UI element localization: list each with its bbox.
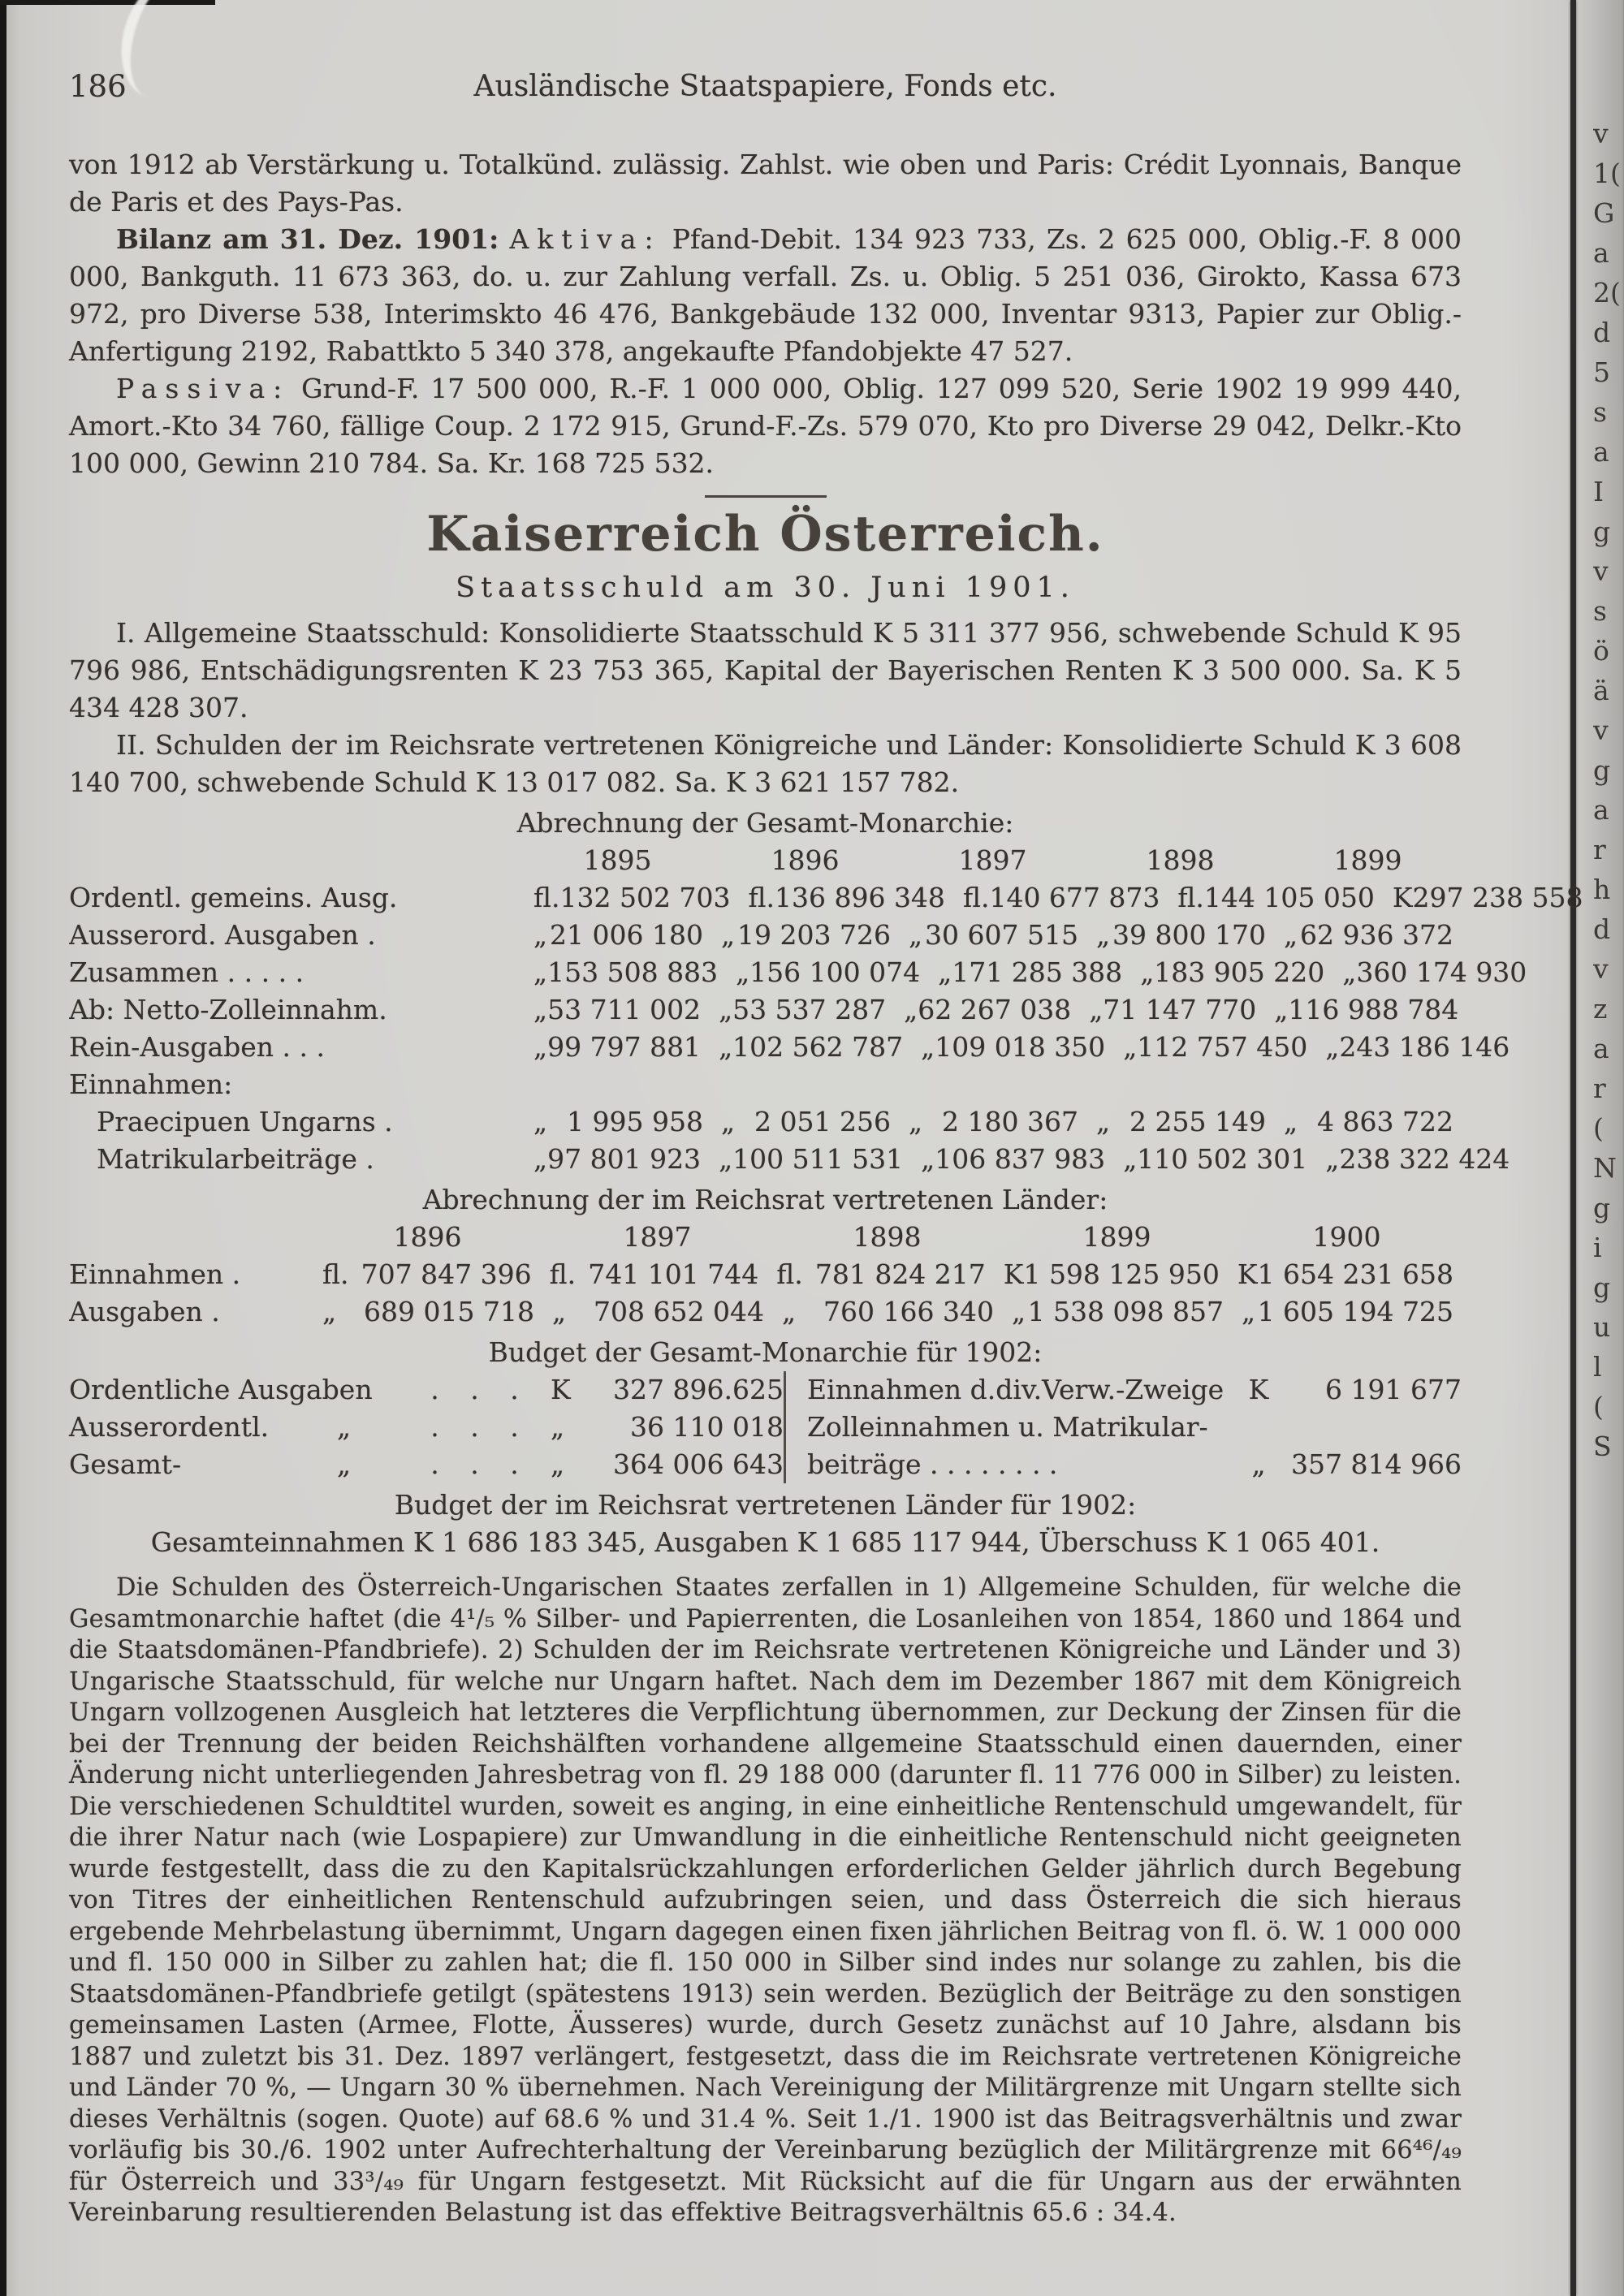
bilanz-text: Pfand-Debit. 134 923 733, Zs. 2 625 000, Oblig.-F. 8 000 000, Bankguth. 11 673 363, do. u. zur Zahlung verfall. Zs. u. Oblig. 5 251 036, Girokto, Kassa 673 972, pro Diverse 538, Interimskto 46 476, Bankgebäude 132 000, Inventar 9313, Papier zur Oblig.-Anfertigung 2192, Rabattkto 5 340 378, angekaufte Pfandobjekte 47 527. — [69, 223, 1462, 367]
cell-value: 62 936 372 — [1300, 919, 1453, 951]
row-label: Ordentl. gemeins. Ausg. — [69, 882, 398, 913]
table-cell — [524, 991, 709, 1029]
budget-row — [807, 1409, 1462, 1446]
table-cell — [1086, 1103, 1274, 1141]
edge-cut-character: g — [1593, 516, 1611, 547]
table-cell — [767, 1256, 994, 1293]
budget-columns — [69, 1371, 1462, 1483]
budget-row — [69, 1446, 784, 1483]
cell-prefix: „ — [533, 994, 548, 1025]
table-cell — [1274, 1103, 1462, 1141]
table-cell — [1079, 991, 1264, 1029]
edge-cut-character: ( — [1593, 1112, 1604, 1144]
edge-cut-character: s — [1593, 396, 1607, 428]
currency-prefix: K — [1248, 1374, 1269, 1405]
cell-value: 71 147 770 — [1103, 994, 1257, 1025]
edge-cut-character: d — [1593, 913, 1611, 945]
cell-prefix: „ — [1096, 919, 1111, 951]
cell-prefix: „ — [533, 1106, 548, 1137]
budget-laender — [69, 1487, 1462, 1561]
currency-prefix: „ — [1251, 1448, 1266, 1480]
edge-cut-character: s — [1593, 595, 1607, 627]
cell-prefix: „ — [1096, 1106, 1111, 1137]
edge-cut-character: l — [1593, 1351, 1602, 1383]
table-cell — [313, 1256, 540, 1293]
table-row — [69, 991, 1462, 1029]
edge-cut-character: g — [1593, 1192, 1611, 1224]
cell-prefix: „ — [938, 956, 952, 988]
cell-value: 2 051 256 — [754, 1106, 891, 1137]
row-label: Ausgaben . — [69, 1296, 220, 1327]
cell-prefix: fl. — [962, 882, 990, 913]
edge-cut-character: i — [1593, 1232, 1602, 1263]
budget-value: 357 814 966 — [1291, 1448, 1462, 1480]
budget-value: 36 110 018 — [630, 1411, 784, 1443]
cell-prefix: „ — [719, 1143, 733, 1175]
edge-cut-character: r — [1593, 834, 1606, 865]
cell-value: 144 105 050 — [1203, 882, 1375, 913]
table-cell — [1113, 1029, 1315, 1066]
cell-value: 1 598 125 950 — [1023, 1258, 1220, 1290]
section-divider — [705, 495, 827, 498]
cell-prefix: „ — [921, 1031, 935, 1063]
section-title: Kaiserreich Österreich. — [426, 506, 1104, 563]
cell-prefix: „ — [533, 1143, 548, 1175]
cell-prefix: K — [1237, 1258, 1258, 1290]
cell-prefix: fl. — [748, 882, 775, 913]
cell-value: 112 757 450 — [1137, 1031, 1308, 1063]
cell-prefix: „ — [1342, 956, 1357, 988]
row-label: Zusammen . . . . . — [69, 956, 304, 988]
table-cell — [911, 1029, 1113, 1066]
year-label: 1896 — [393, 1221, 462, 1253]
cell-value: 136 896 348 — [774, 882, 945, 913]
year-label: 1895 — [583, 844, 652, 876]
cell-value: 153 508 883 — [547, 956, 719, 988]
table-row — [69, 879, 1583, 917]
table-cell — [524, 1141, 709, 1178]
cell-value: 171 285 388 — [952, 956, 1123, 988]
table-cell — [1274, 917, 1462, 954]
monarchie-table — [69, 805, 1583, 1178]
page-head — [69, 68, 1462, 106]
cell-prefix: fl. — [549, 1258, 577, 1290]
para1-text: I. Allgemeine Staatsschuld: Konsolidierte Staatsschuld K 5 311 377 956, schwebende Schuld K 95 796 986, Entschädigungsrenten K 23 753 365, Kapital der Bayerischen Renten K 3 500 000. Sa. K 5 434 428 307. — [69, 617, 1462, 723]
table-cell — [709, 991, 894, 1029]
cell-value: 53 711 002 — [547, 994, 702, 1025]
cell-value: 1 995 958 — [567, 1106, 703, 1137]
edge-cut-character: G — [1593, 197, 1615, 229]
cell-prefix: „ — [719, 994, 733, 1025]
ditto-mark: „ — [337, 1411, 352, 1443]
gutter-rule — [1570, 0, 1576, 2296]
table-cell — [1232, 1293, 1462, 1331]
table-cell — [1332, 954, 1535, 991]
aktiva-label: Aktiva: — [509, 223, 662, 255]
cell-value: 100 511 531 — [732, 1143, 904, 1175]
table-row — [69, 1066, 1462, 1103]
edge-cut-character: S — [1593, 1431, 1612, 1462]
laender-table-title: Abrechnung der im Reichsrat vertretenen Länder: — [422, 1184, 1108, 1215]
budget-label: Gesamt- — [69, 1448, 182, 1480]
cell-value: 760 166 340 — [823, 1296, 994, 1327]
cell-prefix: K — [1392, 882, 1413, 913]
table-cell — [953, 879, 1168, 917]
cell-value: 39 800 170 — [1112, 919, 1266, 951]
cell-prefix: „ — [1140, 956, 1155, 988]
table-cell — [524, 879, 738, 917]
cell-value: 4 863 722 — [1317, 1106, 1453, 1137]
budget-label: Ordentliche Ausgaben — [69, 1374, 373, 1405]
table-cell — [1086, 917, 1274, 954]
cell-value: 97 801 923 — [547, 1143, 702, 1175]
budget-row — [69, 1371, 784, 1409]
dot-leader: . . . — [430, 1374, 530, 1405]
dot-leader: . . . — [430, 1411, 530, 1443]
table-cell — [994, 1256, 1228, 1293]
table-cell — [911, 1141, 1113, 1178]
edge-cut-character: ( — [1593, 1391, 1604, 1422]
year-label: 1898 — [1146, 844, 1215, 876]
bilanz-label: Bilanz am 31. Dez. 1901: — [116, 223, 499, 255]
budget-row — [807, 1371, 1462, 1409]
continuation-text: von 1912 ab Verstärkung u. Totalkünd. zulässig. Zahlst. wie oben und Paris: Crédit Lyonnais, Banque de Paris et des Pays-Pas. — [69, 149, 1462, 218]
table-row — [69, 1293, 1462, 1331]
budget-label: Zolleinnahmen u. Matrikular- — [807, 1411, 1208, 1443]
cell-prefix: K — [1003, 1258, 1024, 1290]
dot-leader: . . . — [430, 1448, 530, 1480]
year-label: 1896 — [771, 844, 840, 876]
cell-prefix: fl. — [776, 1258, 803, 1290]
edge-text-strip — [1593, 114, 1624, 1466]
table-cell — [899, 917, 1086, 954]
edge-cut-character: a — [1593, 237, 1609, 269]
year-label: 1900 — [1312, 1221, 1381, 1253]
running-header: Ausländische Staatspapiere, Fonds etc. — [473, 70, 1057, 103]
table-cell — [1002, 1293, 1232, 1331]
cell-prefix: „ — [721, 1106, 736, 1137]
cell-prefix: „ — [1012, 1296, 1026, 1327]
cell-prefix: „ — [1284, 1106, 1298, 1137]
edge-cut-character: 1( — [1593, 158, 1621, 189]
passiva-label: Passiva: — [116, 373, 291, 404]
table-row — [69, 1256, 1462, 1293]
year-label: 1897 — [958, 844, 1027, 876]
table-cell — [894, 991, 1079, 1029]
table-cell — [524, 954, 726, 991]
currency-prefix: „ — [551, 1448, 565, 1480]
table-cell — [1383, 879, 1592, 917]
row-label: Einnahmen . — [69, 1258, 241, 1290]
edge-cut-character: 2( — [1593, 277, 1621, 309]
table-row — [69, 1103, 1462, 1141]
table-cell — [899, 1066, 1086, 1103]
cell-value: 1 605 194 725 — [1257, 1296, 1453, 1327]
cell-value: 297 238 558 — [1412, 882, 1583, 913]
edge-cut-character: g — [1593, 1271, 1611, 1303]
cell-prefix: „ — [719, 1031, 733, 1063]
para2-text: II. Schulden der im Reichsrate vertretenen Königreiche und Länder: Konsolidierte Schuld K 3 608 140 700, schwebende Schuld K 13 017 082. Sa. K 3 621 157 782. — [69, 729, 1462, 798]
table-cell — [542, 1293, 772, 1331]
cell-prefix: „ — [1089, 994, 1104, 1025]
edge-cut-character: a — [1593, 794, 1609, 826]
budget-row — [69, 1409, 784, 1446]
edge-cut-character: r — [1593, 1072, 1606, 1104]
budget-monarchie — [69, 1334, 1462, 1483]
table-cell — [709, 1029, 911, 1066]
cell-prefix: „ — [921, 1143, 935, 1175]
cell-prefix: „ — [533, 919, 548, 951]
cell-prefix: „ — [721, 919, 736, 951]
cell-value: 1 538 098 857 — [1027, 1296, 1224, 1327]
cell-prefix: „ — [1325, 1143, 1340, 1175]
year-row-spacer — [69, 1219, 313, 1256]
table-cell — [738, 879, 952, 917]
table-cell — [1130, 954, 1332, 991]
cell-value: 708 652 044 — [594, 1296, 764, 1327]
table-cell — [726, 954, 928, 991]
year-label: 1897 — [623, 1221, 692, 1253]
cell-prefix: „ — [533, 956, 548, 988]
edge-cut-character: h — [1593, 874, 1611, 905]
table-cell — [1315, 1029, 1518, 1066]
table-row — [69, 954, 1527, 991]
row-label: Ab: Netto-Zolleinnahm. — [69, 994, 387, 1025]
laender-year-row — [69, 1219, 1462, 1256]
table-cell — [711, 917, 899, 954]
table-cell — [1228, 1256, 1462, 1293]
budget-label: Einnahmen d.div.Verw.-Zweige — [807, 1374, 1224, 1405]
cell-value: 140 677 873 — [989, 882, 1160, 913]
cell-prefix: „ — [1325, 1031, 1340, 1063]
edge-cut-character: ä — [1593, 675, 1609, 706]
budget-left-column — [69, 1371, 784, 1483]
table-cell — [1086, 1066, 1274, 1103]
table-cell — [1264, 991, 1466, 1029]
row-label: Ausserord. Ausgaben . — [69, 919, 376, 951]
currency-prefix: K — [551, 1374, 571, 1405]
edge-cut-character: v — [1593, 953, 1609, 985]
cell-prefix: „ — [1123, 1031, 1138, 1063]
cell-value: 689 015 718 — [364, 1296, 534, 1327]
cell-value: 19 203 726 — [737, 919, 891, 951]
table-cell — [524, 1066, 711, 1103]
laender-table — [69, 1181, 1462, 1331]
table-cell — [928, 954, 1130, 991]
cell-prefix: „ — [904, 994, 918, 1025]
table-cell — [772, 1293, 1002, 1331]
page-content — [69, 68, 1583, 2229]
cell-value: 116 988 784 — [1288, 994, 1459, 1025]
cell-prefix: „ — [909, 1106, 923, 1137]
year-label: 1898 — [853, 1221, 922, 1253]
table-cell — [524, 1103, 711, 1141]
table-cell — [711, 1103, 899, 1141]
cell-value: 132 502 703 — [559, 882, 731, 913]
cell-value: 53 537 287 — [732, 994, 887, 1025]
budget-label: Ausserordentl. — [69, 1411, 270, 1443]
cell-value: 110 502 301 — [1137, 1143, 1308, 1175]
edge-cut-character: z — [1593, 993, 1608, 1025]
edge-cut-character: 5 — [1593, 356, 1610, 388]
budget-label: beiträge . . . . . . . . — [807, 1448, 1058, 1480]
table-row — [69, 917, 1462, 954]
budget-monarchie-title: Budget der Gesamt-Monarchie für 1902: — [488, 1336, 1043, 1368]
section-subtitle: Staatsschuld am 30. Juni 1901. — [456, 572, 1075, 604]
cell-value: 62 267 038 — [918, 994, 1072, 1025]
cell-prefix: „ — [909, 919, 923, 951]
monarchie-table-title: Abrechnung der Gesamt-Monarchie: — [516, 807, 1014, 839]
budget-value: 327 896.625 — [613, 1374, 784, 1405]
cell-value: 99 797 881 — [547, 1031, 702, 1063]
cell-prefix: fl. — [322, 1258, 349, 1290]
edge-cut-character: v — [1593, 555, 1609, 587]
edge-cut-character: v — [1593, 714, 1609, 746]
year-label: 1899 — [1082, 1221, 1151, 1253]
passiva-paragraph — [69, 370, 1462, 482]
table-cell — [524, 1029, 709, 1066]
year-row-spacer — [69, 842, 524, 879]
cell-prefix: „ — [1123, 1143, 1138, 1175]
table-cell — [1168, 879, 1382, 917]
cell-value: 2 255 149 — [1129, 1106, 1266, 1137]
passiva-text: Grund-F. 17 500 000, R.-F. 1 000 000, Oblig. 127 099 520, Serie 1902 19 999 440, Amort.-Kto 34 760, fällige Coup. 2 172 915, Grund-F.-Zs. 579 070, Kto pro Diverse 29 042, Delkr.-Kto 100 000, Gewinn 210 784. Sa. Kr. 168 725 532. — [69, 373, 1462, 479]
row-label: Praecipuen Ungarns . — [97, 1106, 393, 1137]
cell-value: 360 174 930 — [1356, 956, 1527, 988]
cell-value: 741 101 744 — [588, 1258, 759, 1290]
cell-prefix: fl. — [1177, 882, 1204, 913]
table-cell — [1113, 1141, 1315, 1178]
para-schulden-reichsrat — [69, 727, 1462, 801]
budget-right-column — [784, 1371, 1462, 1483]
cell-prefix: „ — [533, 1031, 548, 1063]
page-number: 186 — [69, 69, 127, 104]
budget-value: 6 191 677 — [1325, 1374, 1462, 1405]
edge-cut-character: N — [1593, 1152, 1617, 1184]
table-cell — [540, 1256, 767, 1293]
cell-prefix: „ — [736, 956, 750, 988]
cell-prefix: „ — [1284, 919, 1298, 951]
continuation-paragraph — [69, 146, 1462, 221]
ditto-mark: „ — [337, 1448, 352, 1480]
bilanz-paragraph — [69, 221, 1462, 370]
cell-value: 183 905 220 — [1154, 956, 1325, 988]
cell-value: 1 654 231 658 — [1257, 1258, 1453, 1290]
table-cell — [313, 1293, 542, 1331]
cell-value: 156 100 074 — [749, 956, 921, 988]
cell-value: 2 180 367 — [942, 1106, 1078, 1137]
budget-laender-totals: Gesamteinnahmen K 1 686 183 345, Ausgaben K 1 685 117 944, Überschuss K 1 065 401. — [150, 1526, 1380, 1558]
cell-value: 243 186 146 — [1339, 1031, 1510, 1063]
edge-cut-character: a — [1593, 1033, 1609, 1064]
table-row — [69, 1141, 1510, 1178]
cell-prefix: „ — [782, 1296, 797, 1327]
budget-row — [807, 1446, 1462, 1483]
cell-prefix: „ — [552, 1296, 567, 1327]
cell-value: 30 607 515 — [925, 919, 1078, 951]
edge-cut-character: I — [1593, 476, 1605, 507]
budget-value: 364 006 643 — [613, 1448, 784, 1480]
table-row — [69, 1029, 1510, 1066]
cell-prefix: „ — [1274, 994, 1289, 1025]
table-cell — [711, 1066, 899, 1103]
edge-cut-character: ö — [1593, 635, 1609, 667]
cell-value: 707 847 396 — [361, 1258, 532, 1290]
row-label: Matrikularbeiträge . — [97, 1143, 374, 1175]
budget-laender-title: Budget der im Reichsrat vertretenen Länder für 1902: — [394, 1489, 1137, 1521]
cell-value: 102 562 787 — [732, 1031, 904, 1063]
edge-cut-character: g — [1593, 754, 1611, 786]
edge-cut-character: v — [1593, 118, 1609, 149]
cell-value: 21 006 180 — [550, 919, 703, 951]
main-paragraph: Die Schulden des Österreich-Ungarischen Staates zerfallen in 1) Allgemeine Schulden, für welche die Gesamtmonarchie haftet (die 4¹/₅ % Silber- und Papierrenten, die Losanleihen von 1854, 1860 und 1864 und die Staatsdomänen-Pfandbriefe). 2) Schulden der im Reichsrate vertretenen Königreiche und Länder und 3) Ungarische Staatsschuld, für welche nur Ungarn haftet. Nach dem im Dezember 1867 mit dem Königreich Ungarn vollzogenen Ausgleich hat letzteres die Verpflichtung übernommen, zur Deckung der Zinsen für die bei der Trennung der beiden Reichshälften vorhandene allgemeine Staatsschuld einen dauernden, einer Änderung nicht unterliegenden Jahresbetrag von fl. 29 188 000 (darunter fl. 11 776 000 in Silber) zu leisten. Die verschiedenen Schuldtitel wurden, soweit es anging, in eine einheitliche Rentenschuld umgewandelt, für die ihrer Natur nach (wie Lospapiere) zur Umwandlung in die einheitliche Rentenschuld nicht geeigneten wurde festgestellt, dass die zu den Kapitalsrückzahlungen erforderlichen Gelder jährlich durch Begebung von Titres der einheitlichen Rentenschuld aufzubringen seien, und dass Österreich die sich hieraus ergebende Mehrbelastung übernimmt, Ungarn dagegen einen fixen jährlichen Beitrag von fl. ö. W. 1 000 000 und fl. 150 000 in Silber zu zahlen hat; die fl. 150 000 in Silber sind indes nur solange zu zahlen, bis die Staatsdomänen-Pfandbriefe getilgt (spätestens 1913) sein werden. Bezüglich der Beiträge zu den sonstigen gemeinsamen Lasten (Armee, Flotte, Äusseres) wurde, durch Gesetz zunächst auf 10 Jahre, alsdann bis 1887 und zuletzt bis 31. Dez. 1897 verlängert, festgesetzt, dass die im Reichsrate vertretenen Königreiche und Länder 70 %, — Ungarn 30 % übernehmen. Nach Vereinigung der Militärgrenze mit Ungarn stellte sich dieses Verhältnis (sogen. Quote) auf 68.6 % und 31.4 %. Seit 1./1. 1900 ist das Beitragsverhältnis und zwar vorläufig bis 30./6. 1902 unter Aufrechterhaltung der Vereinbarung bezüglich der Militärgrenze mit 66⁴⁶/₄₉ für Österreich und 33³/₄₉ für Ungarn festgesetzt. Mit Rücksicht auf die für Ungarn aus der erwähnten Vereinbarung resultierenden Belastung ist das effektive Beitragsverhältnis 65.6 : 34.4. — [69, 1573, 1462, 2227]
page-left-edge-shadow — [0, 0, 6, 2296]
row-label: Einnahmen: — [69, 1068, 233, 1100]
cell-prefix: „ — [322, 1296, 337, 1327]
monarchie-year-row — [69, 842, 1462, 879]
table-cell — [524, 917, 711, 954]
edge-cut-character: u — [1593, 1311, 1611, 1343]
table-cell — [1274, 1066, 1462, 1103]
table-cell — [899, 1103, 1086, 1141]
cell-value: 106 837 983 — [935, 1143, 1106, 1175]
table-cell — [1315, 1141, 1518, 1178]
table-cell — [709, 1141, 911, 1178]
row-label: Rein-Ausgaben . . . — [69, 1031, 325, 1063]
cell-value: 781 824 217 — [814, 1258, 986, 1290]
para-allgemeine-staatsschuld — [69, 615, 1462, 727]
cell-prefix: fl. — [533, 882, 560, 913]
currency-prefix: „ — [551, 1411, 565, 1443]
edge-cut-character: a — [1593, 436, 1609, 468]
year-label: 1899 — [1333, 844, 1402, 876]
cell-value: 109 018 350 — [935, 1031, 1106, 1063]
edge-cut-character: d — [1593, 317, 1611, 348]
cell-prefix: „ — [1242, 1296, 1256, 1327]
cell-value: 238 322 424 — [1339, 1143, 1510, 1175]
